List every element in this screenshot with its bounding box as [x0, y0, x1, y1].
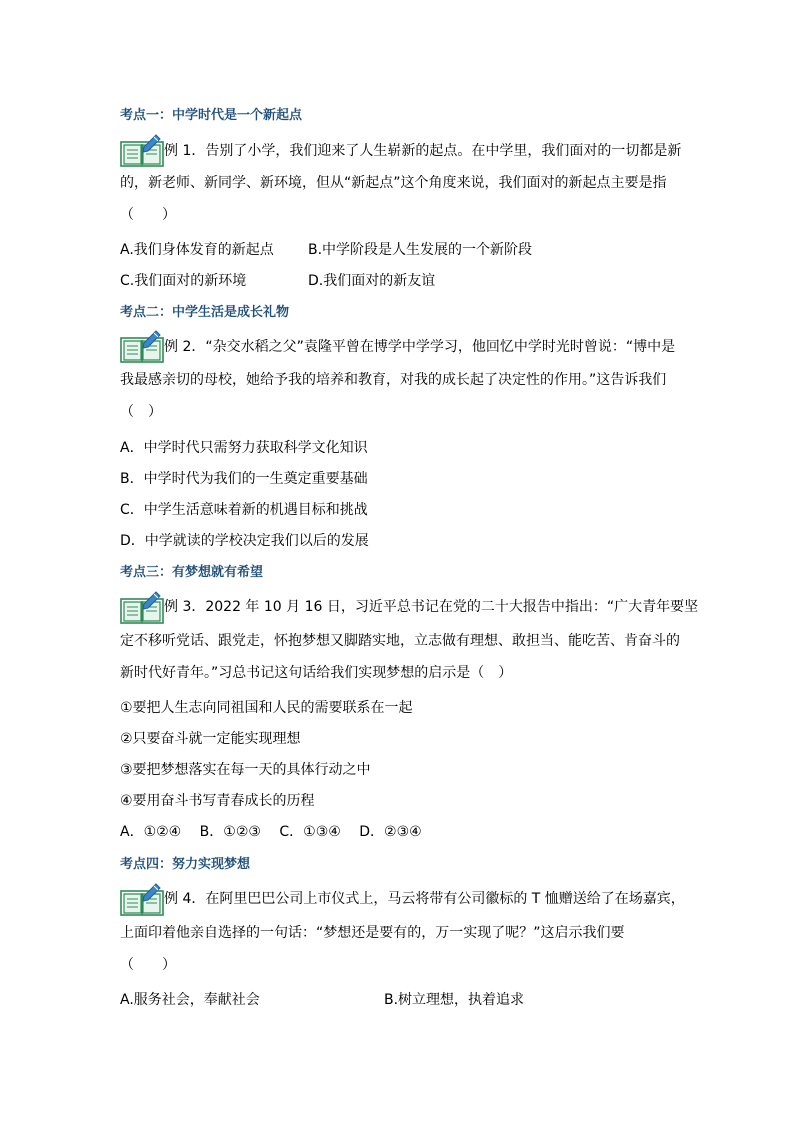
- question-text: （ ）: [120, 957, 176, 973]
- question-text: 例 2．“杂交水稻之父”袁隆平曾在博学中学学习，他回忆中学时光时曾说：“博中是: [164, 339, 676, 355]
- section-heading: 考点四：努力实现梦想: [120, 857, 251, 872]
- answer-option: C.我们面对的新环境: [120, 273, 247, 289]
- question-text: （ ）: [120, 404, 162, 420]
- question-text: 定不移听党话、跟党走，怀抱梦想又脚踏实地，立志做有理想、敢担当、能吃苦、肯奋斗的: [120, 633, 680, 649]
- answer-option: C．中学生活意味着新的机遇目标和挑战: [120, 502, 368, 518]
- statement-item: ③要把梦想落实在每一天的具体行动之中: [120, 762, 371, 778]
- question-text: 我最感亲切的母校，她给予我的培养和教育，对我的成长起了决定性的作用。”这告诉我们: [120, 372, 667, 388]
- answer-option: B.中学阶段是人生发展的一个新阶段: [308, 242, 533, 258]
- answer-choices: A．①②④ B．①②③ C．①③④ D．②③④: [120, 824, 422, 840]
- answer-option: D．中学就读的学校决定我们以后的发展: [120, 533, 369, 549]
- book-pencil-icon: [120, 882, 164, 916]
- statement-item: ②只要奋斗就一定能实现理想: [120, 731, 301, 747]
- book-pencil-icon: [120, 329, 164, 363]
- statement-item: ④要用奋斗书写青春成长的历程: [120, 793, 315, 809]
- section-heading: 考点一：中学时代是一个新起点: [120, 108, 303, 123]
- answer-option: A.服务社会，奉献社会: [120, 992, 260, 1008]
- answer-option: D.我们面对的新友谊: [308, 273, 436, 289]
- statement-item: ①要把人生志向同祖国和人民的需要联系在一起: [120, 700, 413, 716]
- question-text: 新时代好青年。”习总书记这句话给我们实现梦想的启示是（ ）: [120, 665, 513, 681]
- book-pencil-icon: [120, 590, 164, 624]
- question-text: 上面印着他亲自选择的一句话：“梦想还是要有的，万一实现了呢？”这启示我们要: [120, 925, 625, 941]
- question-text: 例 4．在阿里巴巴公司上市仪式上，马云将带有公司徽标的 T 恤赠送给了在场嘉宾，: [164, 891, 685, 907]
- answer-option: B．中学时代为我们的一生奠定重要基础: [120, 471, 368, 487]
- question-text: （ ）: [120, 207, 176, 223]
- answer-option: A．中学时代只需努力获取科学文化知识: [120, 440, 368, 456]
- question-text: 例 1．告别了小学，我们迎来了人生崭新的起点。在中学里，我们面对的一切都是新: [164, 143, 682, 159]
- book-pencil-icon: [120, 133, 164, 167]
- answer-option: B.树立理想，执着追求: [384, 992, 525, 1008]
- question-text: 例 3．2022 年 10 月 16 日，习近平总书记在党的二十大报告中指出：“广大青年要坚: [164, 599, 699, 615]
- answer-option: A.我们身体发育的新起点: [120, 242, 274, 258]
- question-text: 的，新老师、新同学、新环境，但从“新起点”这个角度来说，我们面对的新起点主要是指: [120, 175, 667, 191]
- section-heading: 考点三：有梦想就有希望: [120, 565, 264, 580]
- section-heading: 考点二：中学生活是成长礼物: [120, 305, 290, 320]
